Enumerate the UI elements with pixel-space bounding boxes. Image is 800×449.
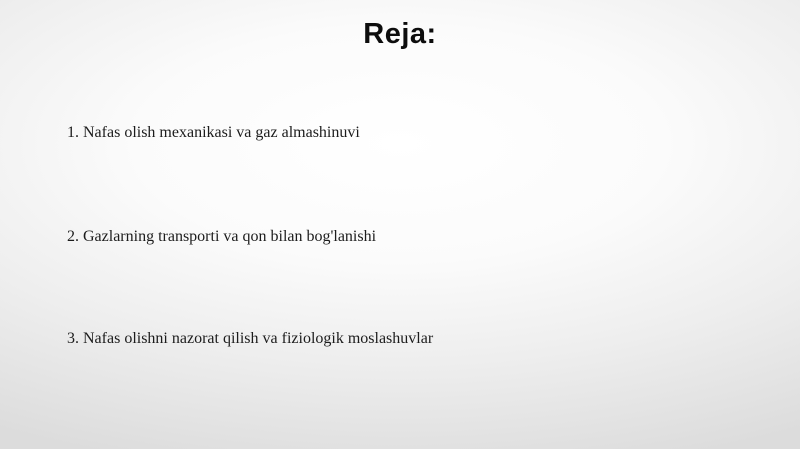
plan-item-3: 3. Nafas olishni nazorat qilish va fiziologik moslashuvlar bbox=[67, 330, 434, 347]
plan-item-1: 1. Nafas olish mexanikasi va gaz almashinuvi bbox=[67, 124, 360, 141]
slide-title: Reja: bbox=[363, 18, 437, 50]
plan-item-2: 2. Gazlarning transporti va qon bilan bog'lanishi bbox=[67, 228, 377, 245]
